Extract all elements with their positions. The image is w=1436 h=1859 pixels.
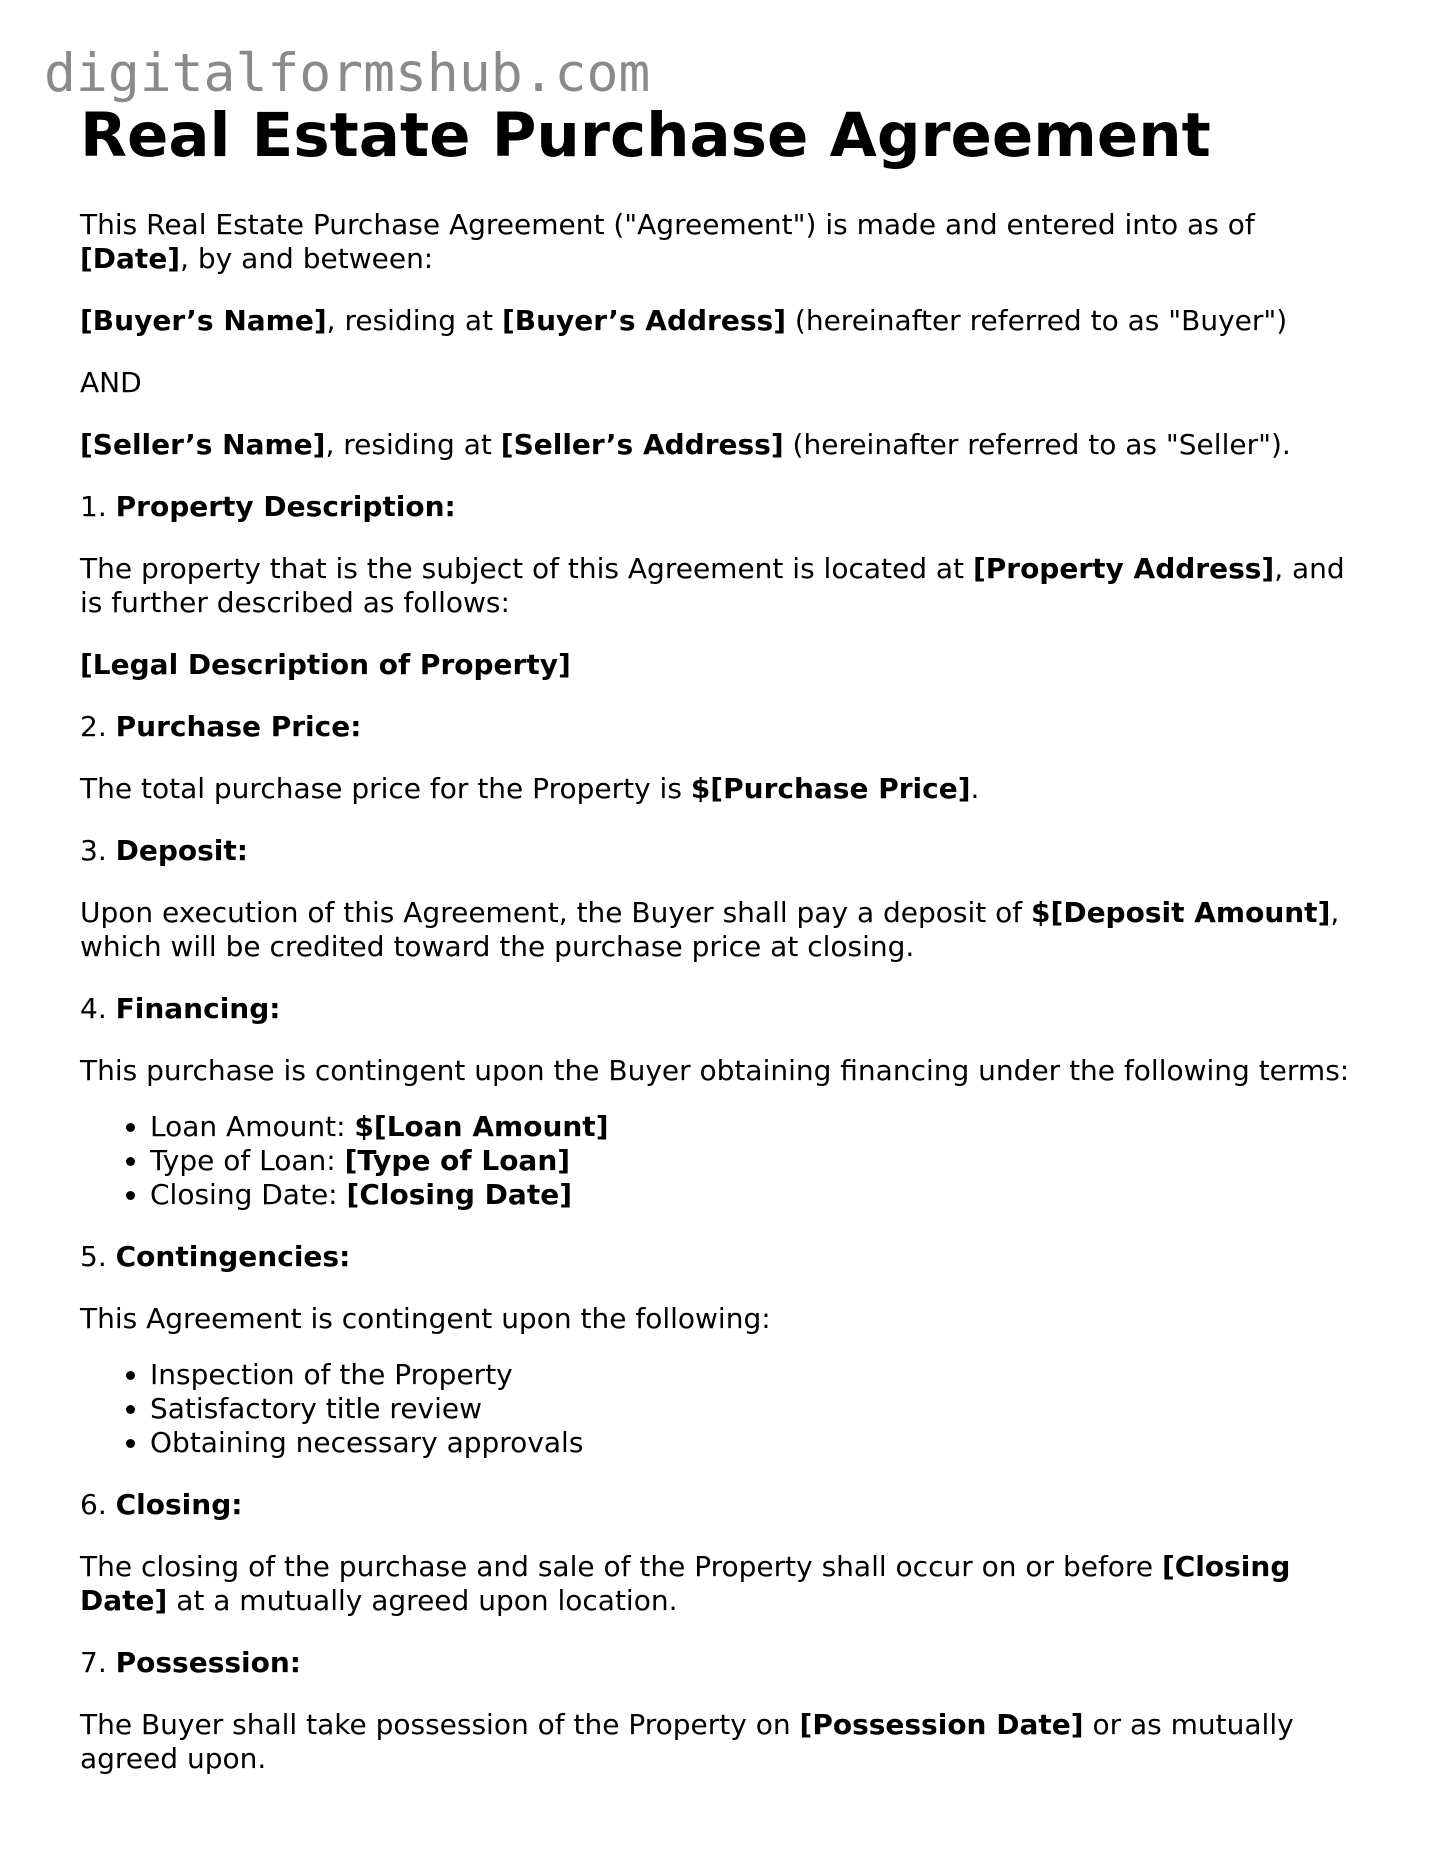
section-5-body: This Agreement is contingent upon the following: xyxy=(80,1302,771,1335)
term-label: Closing Date: xyxy=(150,1178,347,1211)
financing-terms-list xyxy=(80,1110,1370,1212)
buyer-text-end: (hereinafter referred to as "Buyer") xyxy=(786,304,1288,337)
legal-description-text: [Legal Description of Property] xyxy=(80,648,571,681)
section-number: 6. xyxy=(80,1488,116,1521)
closing-date-field: [Closing Date] xyxy=(80,1550,1291,1617)
property-address-field: [Property Address] xyxy=(972,552,1275,585)
section-text: The property that is the subject of this Agreement is located at xyxy=(80,552,973,585)
list-item: • Obtaining necessary approvals xyxy=(150,1426,1370,1460)
section-7-heading xyxy=(80,1646,1370,1680)
section-title: Property Description: xyxy=(115,490,456,523)
section-3-body xyxy=(80,896,1370,964)
buyer-paragraph xyxy=(80,304,1370,338)
document-page xyxy=(80,100,1370,1804)
section-text-end: , and is further described as follows: xyxy=(80,552,1345,619)
section-text-end: , which will be credited toward the purchase price at closing. xyxy=(80,896,1340,963)
term-label: Loan Amount: xyxy=(150,1110,355,1143)
section-text: The Buyer shall take possession of the Property on xyxy=(80,1708,800,1741)
section-title: Possession: xyxy=(115,1646,302,1679)
list-item xyxy=(150,1144,1370,1178)
section-6-body xyxy=(80,1550,1370,1618)
section-text: The closing of the purchase and sale of the Property shall occur on or before xyxy=(80,1550,1162,1583)
section-number: 2. xyxy=(80,710,116,743)
section-text: The total purchase price for the Property is xyxy=(80,772,691,805)
buyer-address-field: [Buyer’s Address] xyxy=(501,304,786,337)
section-6-heading xyxy=(80,1488,1370,1522)
seller-address-field: [Seller’s Address] xyxy=(500,428,784,461)
section-title: Contingencies: xyxy=(115,1240,351,1273)
agreement-date-field: [Date] xyxy=(80,242,181,275)
buyer-name-field: [Buyer’s Name] xyxy=(80,304,327,337)
section-title: Purchase Price: xyxy=(115,710,362,743)
section-1-heading xyxy=(80,490,1370,524)
closing-date-field: [Closing Date] xyxy=(346,1178,572,1211)
loan-amount-field: $[Loan Amount] xyxy=(354,1110,609,1143)
section-text-end: or as mutually agreed upon. xyxy=(80,1708,1294,1775)
section-number: 1. xyxy=(80,490,116,523)
document-title: Real Estate Purchase Agreement xyxy=(80,100,1211,171)
section-number: 7. xyxy=(80,1646,116,1679)
section-number: 5. xyxy=(80,1240,116,1273)
seller-text: , residing at xyxy=(325,428,501,461)
section-text-end: at a mutually agreed upon location. xyxy=(167,1584,678,1617)
legal-description-field xyxy=(80,648,1370,682)
section-number: 4. xyxy=(80,992,116,1025)
section-text-end: . xyxy=(970,772,980,805)
section-7-body xyxy=(80,1708,1370,1776)
intro-paragraph xyxy=(80,208,1370,276)
section-title: Closing: xyxy=(115,1488,243,1521)
list-item xyxy=(150,1178,1370,1212)
section-5-heading xyxy=(80,1240,1370,1274)
section-3-heading xyxy=(80,834,1370,868)
list-item: • Inspection of the Property xyxy=(150,1358,1370,1392)
section-2-heading xyxy=(80,710,1370,744)
and-text: AND xyxy=(80,366,142,399)
seller-paragraph xyxy=(80,428,1370,462)
section-title: Deposit: xyxy=(115,834,248,867)
section-text: Upon execution of this Agreement, the Buyer shall pay a deposit of xyxy=(80,896,1032,929)
section-4-heading xyxy=(80,992,1370,1026)
possession-date-field: [Possession Date] xyxy=(799,1708,1084,1741)
deposit-amount-field: $[Deposit Amount] xyxy=(1031,896,1331,929)
section-2-body xyxy=(80,772,1370,806)
section-1-body xyxy=(80,552,1370,620)
buyer-text: , residing at xyxy=(326,304,502,337)
contingencies-list xyxy=(80,1358,1370,1460)
section-4-body: This purchase is contingent upon the Buyer obtaining financing under the following terms: xyxy=(80,1054,1350,1087)
watermark: digitalformshub.com xyxy=(44,43,651,104)
seller-text-end: (hereinafter referred to as "Seller"). xyxy=(783,428,1291,461)
term-label: Type of Loan: xyxy=(150,1144,345,1177)
list-item: • Satisfactory title review xyxy=(150,1392,1370,1426)
purchase-price-field: $[Purchase Price] xyxy=(690,772,971,805)
intro-text-end: , by and between: xyxy=(180,242,434,275)
loan-type-field: [Type of Loan] xyxy=(344,1144,571,1177)
seller-name-field: [Seller’s Name] xyxy=(80,428,326,461)
list-item xyxy=(150,1110,1370,1144)
section-title: Financing: xyxy=(115,992,281,1025)
section-number: 3. xyxy=(80,834,116,867)
intro-text: This Real Estate Purchase Agreement ("Agreement") is made and entered into as of xyxy=(80,208,1255,241)
